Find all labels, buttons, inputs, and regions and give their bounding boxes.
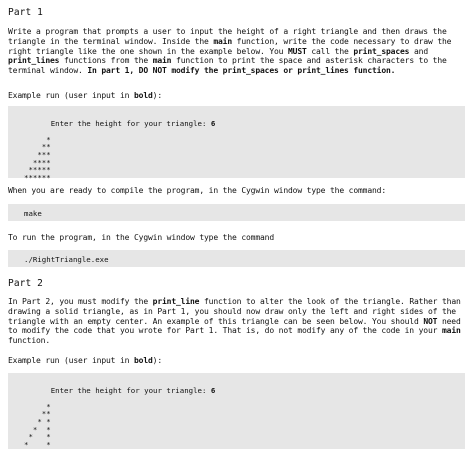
prompt-text: Enter the height for your triangle: <box>50 118 211 128</box>
part1-example-prompt <box>51 119 216 128</box>
part2-example-box <box>8 373 465 449</box>
emphasis-text: NOT <box>423 316 438 326</box>
part2-intro <box>8 297 466 346</box>
example-label-bold: bold <box>134 91 153 100</box>
prompt-text: Enter the height for your triangle: <box>50 385 211 395</box>
compile-command-box <box>8 204 465 221</box>
example-label-text: Example run (user input in <box>8 91 134 100</box>
body-text: function to alter the look of the triangle. Rather than drawing a solid triangle, as in Part 1, you should now draw only the left and right sides of the triangle with an empty center. An example of this triangle can be seen below. You should <box>8 297 461 326</box>
body-text: In Part 2, you must modify the <box>8 297 153 306</box>
emphasis-text: In part 1, DO NOT modify the print_spaces or print_lines function. <box>87 66 396 76</box>
body-text: function to print the space and asterisk characters to the terminal window. <box>8 56 447 76</box>
emphasis-text: main <box>152 56 172 66</box>
emphasis-text: print_spaces <box>353 46 410 56</box>
emphasis-text: main <box>441 326 461 336</box>
emphasis-text: print_lines <box>8 56 60 66</box>
body-text: and <box>409 46 429 56</box>
user-input: 6 <box>210 385 216 395</box>
part1-run-text: To run the program, in the Cygwin window type the command <box>8 233 274 242</box>
run-command: ./RightTriangle.exe <box>24 255 109 264</box>
body-text: call the <box>306 46 354 56</box>
emphasis-text: main <box>213 36 232 46</box>
run-command-box <box>8 250 465 267</box>
body-text: functions from the <box>59 56 153 66</box>
part2-heading: Part 2 <box>8 278 43 289</box>
body-text: function. <box>8 336 50 346</box>
example-label-end: ): <box>152 91 163 100</box>
user-input: 6 <box>210 118 216 128</box>
example-label-bold: bold <box>134 356 153 365</box>
part1-intro <box>8 27 466 76</box>
part2-triangle-output: * ** * * * * * * * * <box>24 401 51 449</box>
part1-heading: Part 1 <box>8 7 43 18</box>
part2-example-prompt <box>51 386 216 395</box>
emphasis-text: MUST <box>288 46 307 56</box>
compile-command: make <box>24 209 42 218</box>
body-text: Write a program that prompts a user to input the height of a right triangle and then draws the triangle in the terminal window. Inside the <box>8 27 447 46</box>
part1-triangle-output: * ** *** **** ***** ****** <box>24 134 51 182</box>
body-text: function, write the code necessary to draw the right triangle like the one shown in the example below. You <box>8 36 452 56</box>
part2-example-label <box>8 356 466 366</box>
part1-example-label <box>8 91 466 101</box>
emphasis-text: print_line <box>152 297 200 306</box>
body-text: need to modify the code that you wrote for Part 1. That is, do not modify any of the code in your <box>8 316 461 336</box>
example-label-end: ): <box>152 356 163 365</box>
example-label-text: Example run (user input in <box>8 356 134 365</box>
part1-example-box <box>8 106 465 182</box>
part1-compile-text: When you are ready to compile the program, in the Cygwin window type the command: <box>8 186 386 195</box>
